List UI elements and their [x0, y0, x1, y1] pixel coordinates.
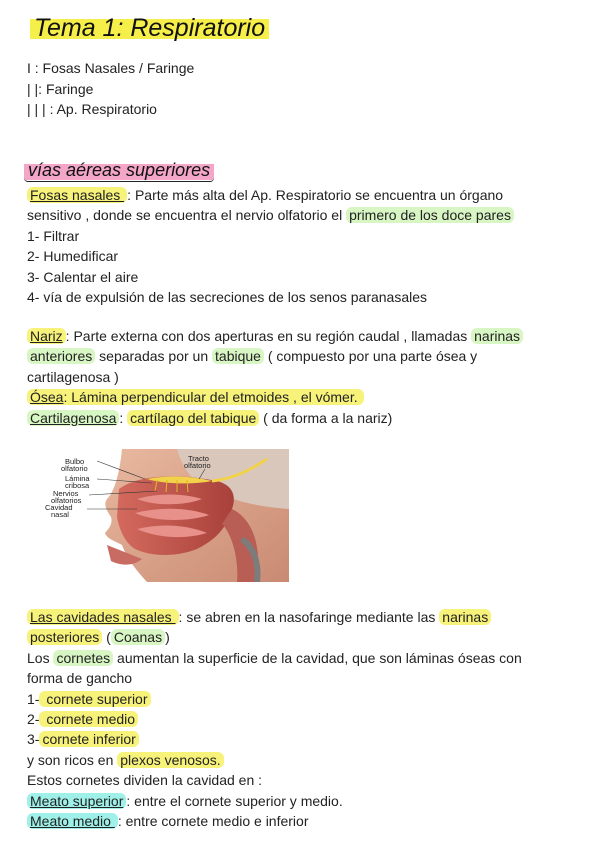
- highlight-cornete-inferior: cornete inferior: [39, 731, 138, 747]
- list-number: 1-: [27, 690, 40, 707]
- figure-label: Lámina: [65, 474, 90, 483]
- cavidades-text: : entre el cornete superior y medio.: [126, 792, 343, 809]
- page-title: Tema 1: Respiratorio: [30, 14, 269, 43]
- highlight-primero-pares: primero de los doce pares: [346, 207, 514, 223]
- highlight-cornete-superior: cornete superior: [39, 691, 150, 707]
- section-subtitle: vías aéreas superiores: [24, 160, 214, 182]
- term-meato-medio: Meato medio: [27, 813, 118, 829]
- cavidades-section: [27, 607, 582, 831]
- nasal-anatomy-illustration: [27, 449, 289, 582]
- term-meato-superior: Meato superior: [27, 793, 126, 809]
- highlight-cornetes: cornetes: [53, 650, 113, 666]
- cavidades-text: : se abren en la nasofaringe mediante las: [178, 609, 440, 625]
- figure-label: olfatorio: [184, 461, 211, 470]
- nariz-text: : Parte externa con dos aperturas en su región caudal , llamadas: [65, 328, 472, 344]
- figure-label: cribosa: [65, 481, 90, 490]
- term-cavidades-nasales: Las cavidades nasales: [27, 609, 179, 625]
- highlight-narinas: narinas: [471, 328, 523, 344]
- highlight-anteriores: anteriores: [27, 348, 95, 364]
- nasal-anatomy-figure: [27, 449, 289, 582]
- figure-label: olfatorios: [51, 496, 82, 505]
- highlight-tabique: tabique: [212, 348, 264, 364]
- list-item: 3- Calentar el aire: [27, 268, 139, 285]
- term-osea: Ósea: [30, 389, 64, 406]
- term-cartilagenosa: Cartilagenosa: [27, 410, 119, 426]
- cavidades-text: : entre cornete medio e inferior: [117, 813, 309, 830]
- cavidades-text: forma de gancho: [27, 670, 133, 687]
- fosas-text: : Parte más alta del Ap. Respiratorio se encuentra un órgano: [127, 187, 504, 203]
- list-item: 4- vía de expulsión de las secreciones de los senos paranasales: [27, 289, 428, 306]
- highlight-cornete-medio: cornete medio: [39, 711, 138, 727]
- toc-item: | | | : Ap. Respiratorio: [27, 101, 157, 117]
- nariz-text: separadas por un: [95, 348, 213, 365]
- cavidades-text: (: [102, 629, 111, 646]
- toc-item: | |: Faringe: [27, 80, 94, 97]
- highlight-posteriores: posteriores: [27, 629, 102, 645]
- highlight-plexos-venosos: plexos venosos.: [117, 752, 223, 768]
- list-item: 1- Filtrar: [27, 227, 80, 244]
- figure-label: Nervios: [53, 489, 79, 498]
- fosas-section: [27, 185, 582, 307]
- osea-text: : Lámina perpendicular del etmoides , el vómer.: [63, 389, 358, 406]
- cavidades-text: y son ricos en: [27, 751, 118, 768]
- term-fosas-nasales: Fosas nasales: [27, 187, 127, 203]
- figure-label: Bulbo: [65, 457, 85, 466]
- highlight-cartilago: cartílago del tabique: [127, 410, 259, 426]
- toc-item: I : Fosas Nasales / Faringe: [27, 60, 195, 76]
- list-item: 2- Humedificar: [27, 248, 119, 265]
- cavidades-text: Los: [27, 649, 54, 666]
- cavidades-text: aumentan la superficie de la cavidad, que son láminas óseas con: [113, 649, 522, 666]
- figure-label: olfatorio: [61, 464, 88, 473]
- cavidades-text: Estos cornetes dividen la cavidad en :: [27, 772, 263, 789]
- highlight-coanas: Coanas: [111, 629, 165, 645]
- cart-text: ( da forma a la nariz): [259, 409, 393, 426]
- nariz-section: [27, 326, 582, 428]
- cavidades-text: ): [165, 629, 170, 646]
- cart-colon: :: [119, 409, 128, 426]
- figure-label: Cavidad: [45, 503, 73, 512]
- figure-label: nasal: [51, 510, 69, 519]
- nariz-text: cartilagenosa ): [27, 368, 119, 385]
- fosas-text: sensitivo , donde se encuentra el nervio olfatorio el: [27, 207, 347, 224]
- list-number: 3-: [27, 731, 40, 748]
- list-number: 2-: [27, 711, 40, 728]
- term-nariz: Nariz: [27, 328, 66, 344]
- nariz-text: ( compuesto por una parte ósea y: [263, 348, 478, 365]
- highlight-narinas: narinas: [439, 609, 491, 625]
- figure-label: Tracto: [188, 454, 209, 463]
- table-of-contents: [27, 58, 194, 120]
